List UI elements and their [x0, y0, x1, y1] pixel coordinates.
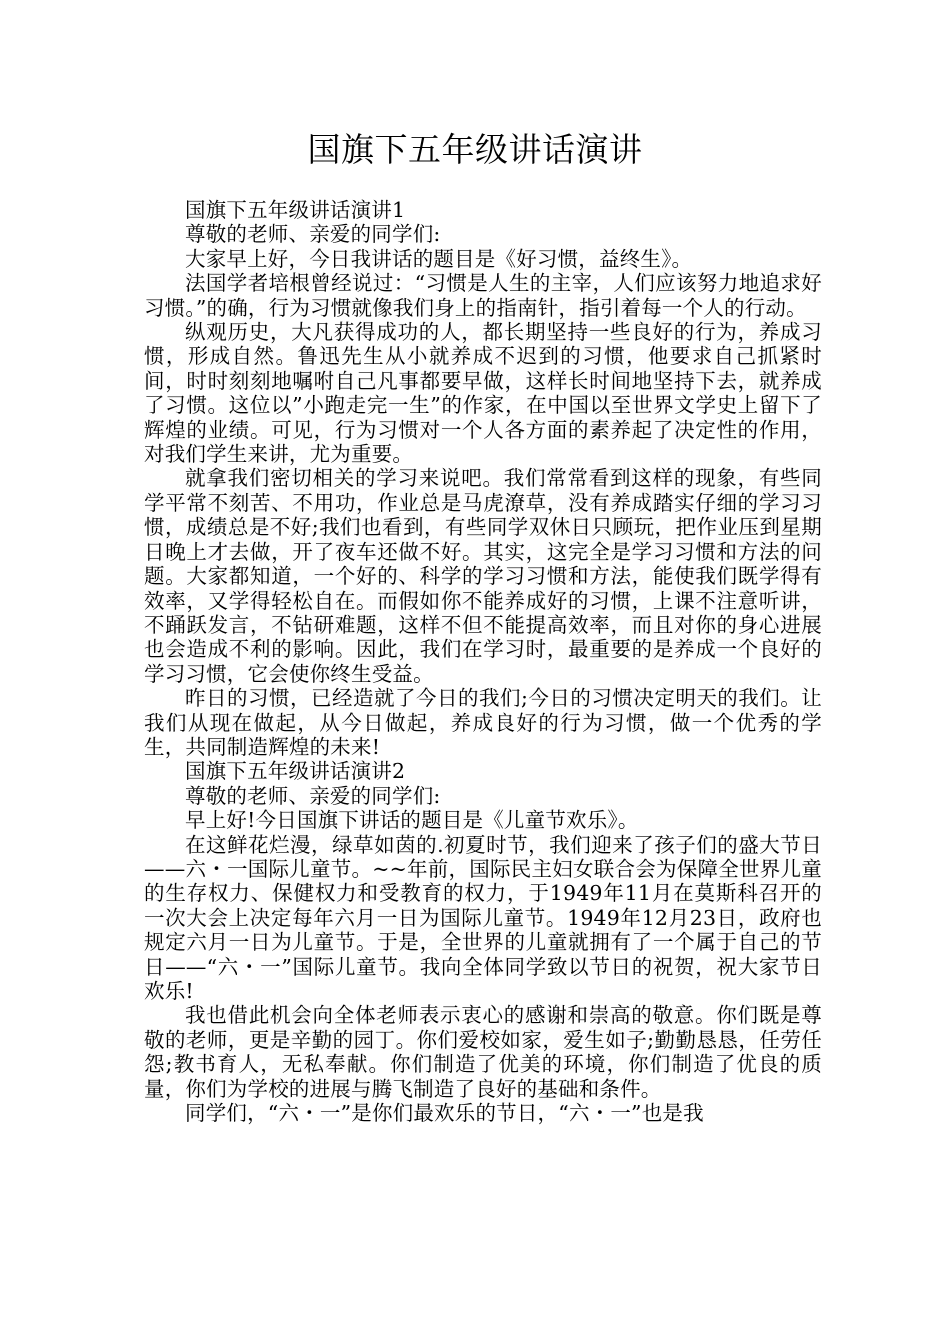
paragraph: 在这鲜花烂漫，绿草如茵的.初夏时节，我们迎来了孩子们的盛大节日——六・一国际儿童节。~~年前，国际民主妇女联合会为保障全世界儿童的生存权力、保健权力和受教育的权力，于1949年11月在莫斯科召开的一次大会上决定每年六月一日为国际儿童节。1949年12月23日，政府也规定六月一日为儿童节。于是，全世界的儿童就拥有了一个属于自己的节日——“六・一”国际儿童节。我向全体同学致以节日的祝贺，祝大家节日欢乐!: [144, 832, 822, 1003]
paragraph: 昨日的习惯，已经造就了今日的我们;今日的习惯决定明天的我们。让我们从现在做起，从今日做起，养成良好的行为习惯，做一个优秀的学生，共同制造辉煌的未来!: [144, 686, 822, 759]
paragraph: 国旗下五年级讲话演讲1: [185, 198, 406, 222]
document-title: 国旗下五年级讲话演讲: [307, 130, 643, 169]
paragraph: 我也借此机会向全体老师表示衷心的感谢和崇高的敬意。你们既是尊敬的老师，更是辛勤的园丁。你们爱校如家，爱生如子;勤勤恳恳，任劳任怨;教书育人，无私奉献。你们制造了优美的环境，你们制造了优良的质量，你们为学校的进展与腾飞制造了良好的基础和条件。: [144, 1003, 822, 1101]
paragraph: 法国学者培根曾经说过：“习惯是人生的主宰，人们应该努力地追求好习惯。”的确，行为习惯就像我们身上的指南针，指引着每一个人的行动。: [144, 271, 822, 320]
paragraph: 尊敬的老师、亲爱的同学们:: [185, 222, 441, 247]
paragraph: 大家早上好，今日我讲话的题目是《好习惯，益终生》。: [185, 246, 693, 271]
paragraph: 纵观历史，大凡获得成功的人，都长期坚持一些良好的行为，养成习惯，形成自然。鲁迅先生从小就养成不迟到的习惯，他要求自己抓紧时间，时时刻刻地嘱咐自己凡事都要早做，这样长时间地坚持下去，就养成了习惯。这位以”小跑走完一生”的作家，在中国以至世界文学史上留下了辉煌的业绩。可见，行为习惯对一个人各方面的素养起了决定性的作用，对我们学生来讲，尤为重要。: [144, 320, 822, 467]
paragraph: 就拿我们密切相关的学习来说吧。我们常常看到这样的现象，有些同学平常不刻苦、不用功，作业总是马虎潦草，没有养成踏实仔细的学习习惯，成绩总是不好;我们也看到，有些同学双休日只顾玩，把作业压到星期日晚上才去做，开了夜车还做不好。其实，这完全是学习习惯和方法的问题。大家都知道，一个好的、科学的学习习惯和方法，能使我们既学得有效率，又学得轻松自在。而假如你不能养成好的习惯，上课不注意听讲，不踊跃发言，不钻研难题，这样不但不能提高效率，而且对你的身心进展也会造成不利的影响。因此，我们在学习时，最重要的是养成一个良好的学习习惯，它会使你终生受益。: [144, 466, 822, 686]
paragraph: 早上好!今日国旗下讲话的题目是《儿童节欢乐》。: [185, 808, 639, 833]
paragraph: 尊敬的老师、亲爱的同学们:: [185, 783, 441, 808]
paragraph: 国旗下五年级讲话演讲2: [185, 759, 406, 784]
document-body: [144, 198, 822, 1125]
paragraph: 同学们，“六・一”是你们最欢乐的节日，“六・一”也是我: [185, 1101, 704, 1126]
